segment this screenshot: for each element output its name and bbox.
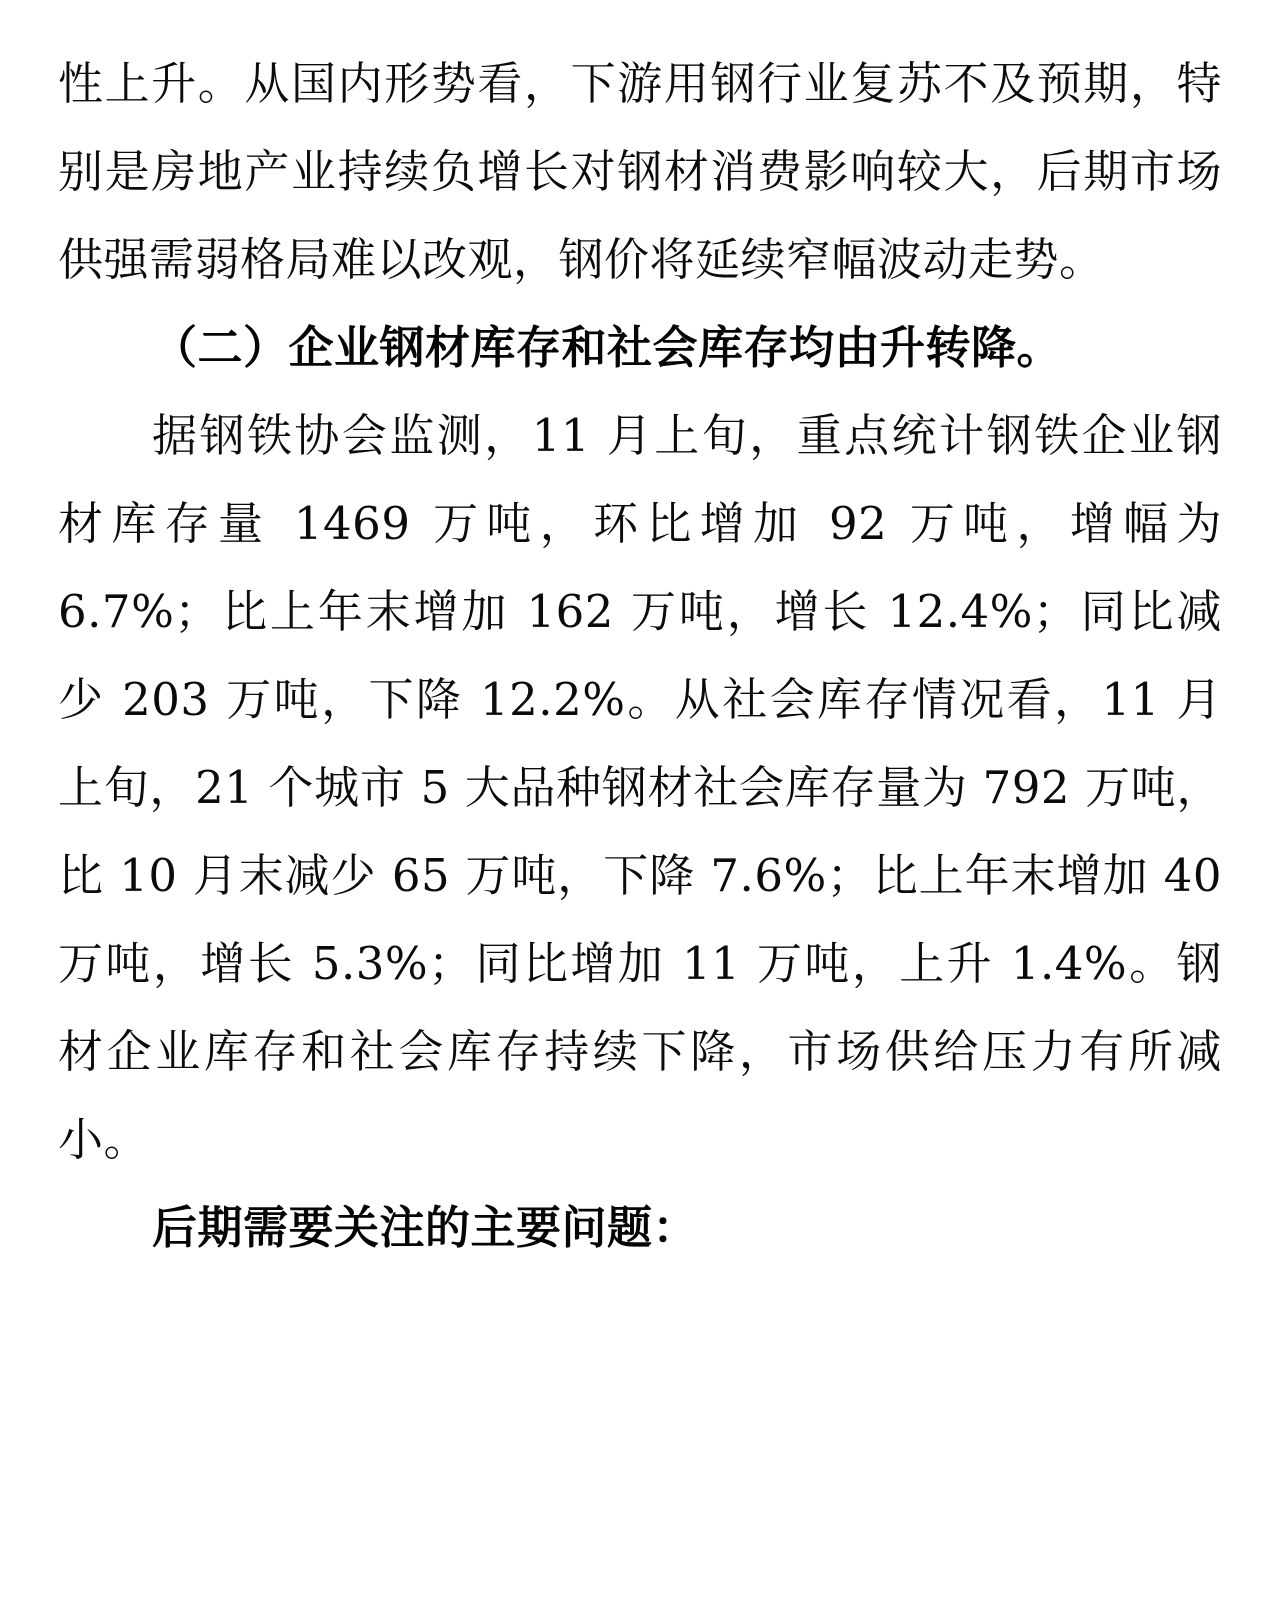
section-heading-issues: 后期需要关注的主要问题： (152, 1201, 699, 1254)
paragraph-continuation: 性上升。从国内形势看，下游用钢行业复苏不及预期，特别是房地产业持续负增长对钢材消费影响较大，后期市场供强需弱格局难以改观，钢价将延续窄幅波动走势。 (58, 57, 1222, 286)
section-heading-two: （二）企业钢材库存和社会库存均由升转降。 (152, 321, 1063, 374)
paragraph-inventory: 据钢铁协会监测，11 月上旬，重点统计钢铁企业钢材库存量 1469 万吨，环比增加 92 万吨，增幅为 6.7%；比上年末增加 162 万吨，增长 12.4%；同比减少 203 万吨，下降 12.2%。从社会库存情况看，11 月上旬，21 个城市 5 大品种钢材社会库存量为 792 万吨，比 10 月末减少 65 万吨，下降 7.6%；比上年末增加 40 万吨，增长 5.3%；同比增加 11 万吨，上升 1.4%。钢材企业库存和社会库存持续下降，市场供给压力有所减小。 (58, 409, 1222, 1166)
